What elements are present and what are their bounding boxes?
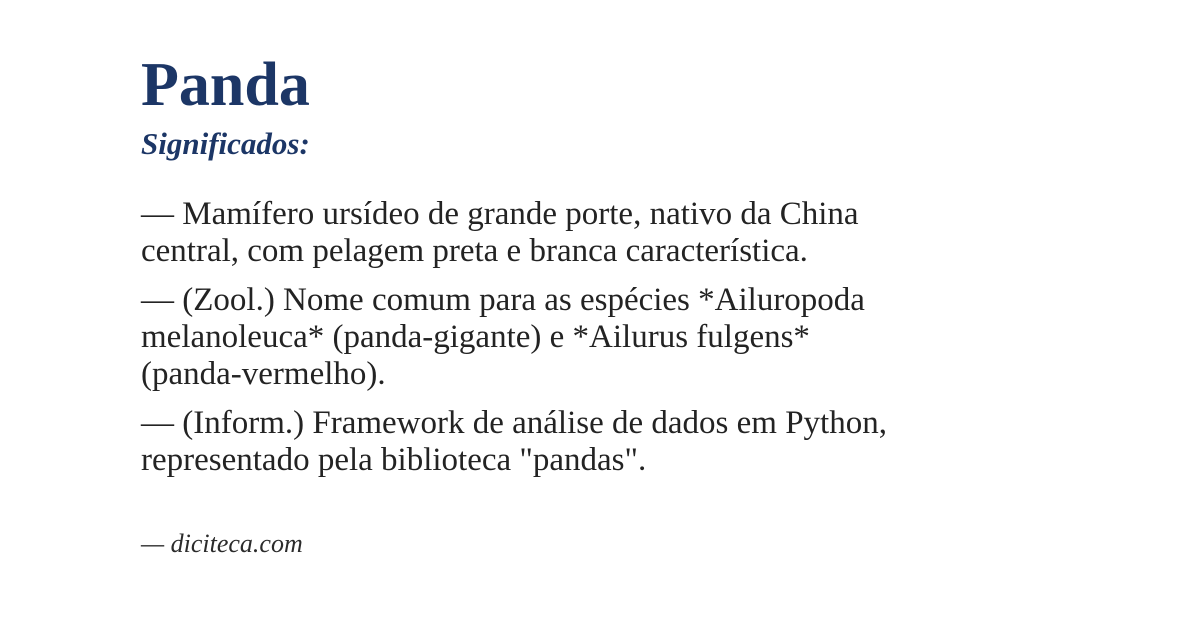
definition-zoology: [141, 282, 1160, 393]
definition-zoology-line-1: — (Zool.) Nome comum para as espécies *Ailuropoda: [141, 282, 865, 318]
definition-mammal-line-2: central, com pelagem preta e branca característica.: [141, 233, 808, 269]
definitions-list: [141, 196, 1160, 479]
meanings-subtitle: Significados:: [141, 126, 310, 161]
word-title: Panda: [141, 51, 310, 119]
site-attribution: — diciteca.com: [141, 529, 303, 558]
definition-mammal: [141, 196, 1160, 270]
definition-zoology-line-2: melanoleuca* (panda-gigante) e *Ailurus fulgens*: [141, 319, 810, 355]
definition-informatics-line-2: representado pela biblioteca "pandas".: [141, 442, 647, 478]
definition-informatics: [141, 405, 1160, 479]
definition-mammal-line-1: — Mamífero ursídeo de grande porte, nativo da China: [141, 196, 859, 232]
definition-informatics-line-1: — (Inform.) Framework de análise de dados em Python,: [141, 405, 887, 441]
definition-zoology-line-3: (panda-vermelho).: [141, 356, 386, 392]
